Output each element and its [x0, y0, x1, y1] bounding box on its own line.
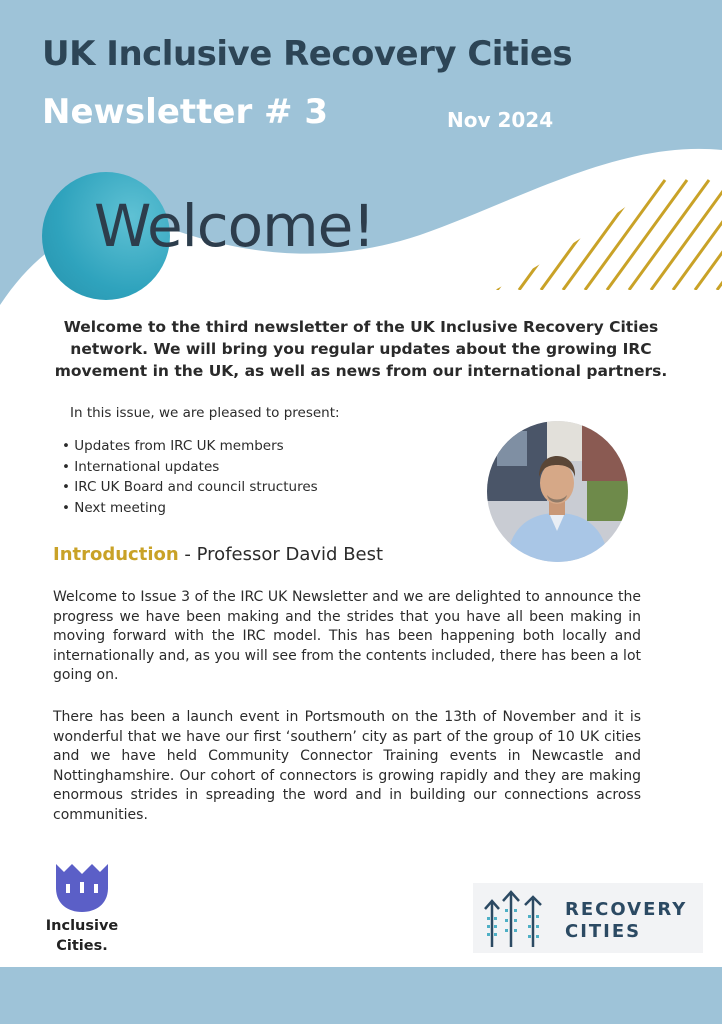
list-item: • Next meeting	[62, 498, 318, 519]
recovery-cities-logo	[473, 883, 703, 953]
inclusive-logo-line1: Inclusive	[45, 918, 119, 934]
introduction-heading	[53, 544, 383, 565]
author-portrait-photo	[487, 421, 628, 562]
body-paragraph-1: Welcome to Issue 3 of the IRC UK Newsletter and we are delighted to announce the progress we have been making and the strides that you have all been making in moving forward with the IRC model. This has been happening both locally and internationally and, as you will see from the contents included, there has been a lot going on.	[53, 589, 641, 683]
inclusive-cities-logo	[40, 858, 124, 962]
newsletter-number: Newsletter # 3	[42, 92, 329, 132]
inclusive-cities-emblem	[40, 858, 124, 914]
recovery-logo-line1: RECOVERY	[565, 899, 688, 920]
recovery-cities-skyline-icon	[479, 889, 559, 949]
footer-bar	[0, 967, 722, 1024]
welcome-heading: Welcome!	[94, 192, 375, 260]
issue-date: Nov 2024	[447, 108, 554, 132]
inclusive-logo-line2: Cities.	[56, 938, 108, 954]
intro-paragraph: Welcome to the third newsletter of the UK Inclusive Recovery Cities network. We will bring you regular updates about the growing IRC movement in the UK, as well as news from our international partners.	[54, 318, 668, 380]
gold-stripes-decoration	[495, 140, 722, 290]
newsletter-title: UK Inclusive Recovery Cities	[42, 34, 573, 74]
issue-contents-list	[62, 436, 318, 518]
heading-separator: -	[178, 544, 197, 565]
body-paragraph-2: There has been a launch event in Portsmouth on the 13th of November and it is wonderful that we have our first ‘southern’ city as part of the group of 10 UK cities and we have held Community Connector Training events in Newcastle and Nottinghamshire. Our cohort of connectors is growing rapidly and they are making enormous strides in spreading the word and in building our connections across communities.	[53, 709, 641, 823]
list-item: • International updates	[62, 457, 318, 478]
list-item: • IRC UK Board and council structures	[62, 477, 318, 498]
recovery-logo-line2: CITIES	[565, 921, 642, 942]
section-label: Introduction	[53, 544, 179, 565]
author-name: Professor David Best	[196, 544, 384, 565]
list-item: • Updates from IRC UK members	[62, 436, 318, 457]
issue-lead-text: In this issue, we are pleased to present:	[70, 405, 340, 421]
